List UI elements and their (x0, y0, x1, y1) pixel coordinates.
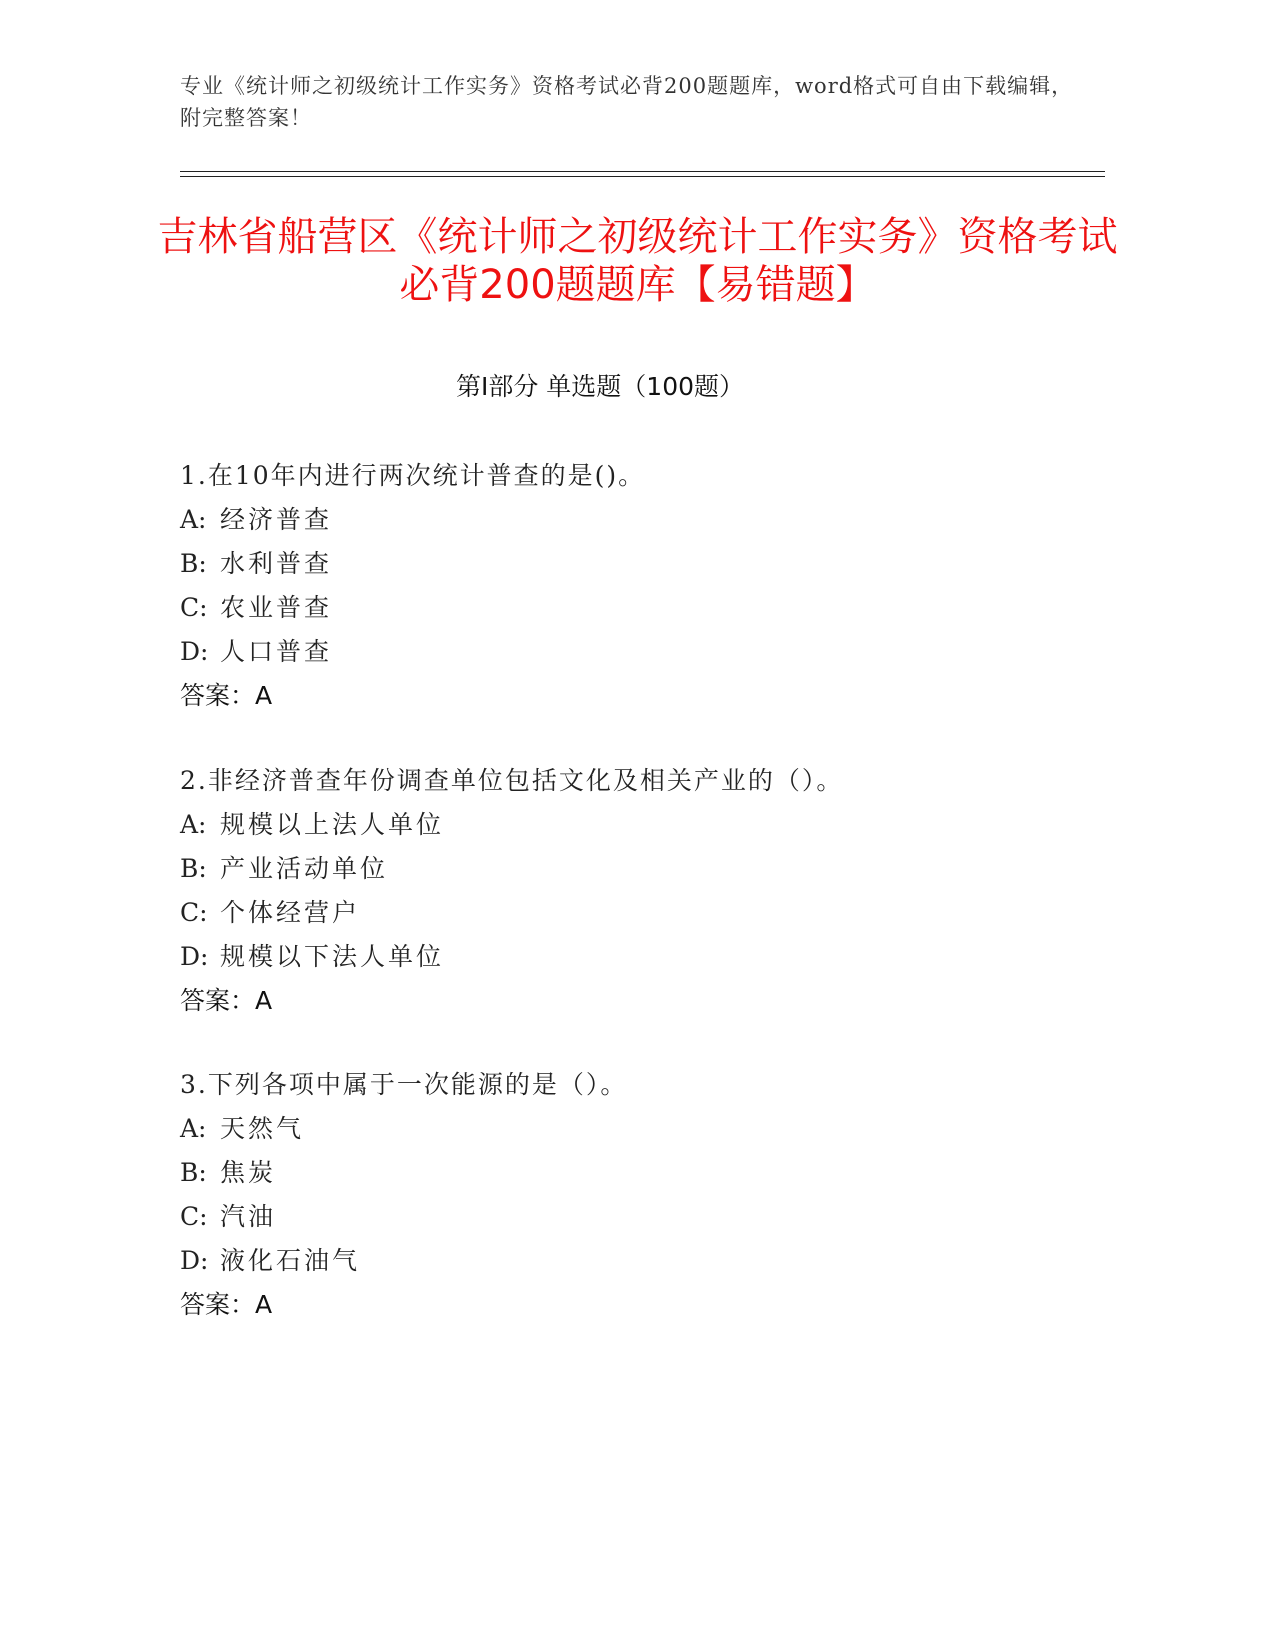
option-d (180, 630, 1120, 674)
option-a (180, 498, 1120, 542)
header-note: 专业《统计师之初级统计工作实务》资格考试必背200题题库，word格式可自由下载编辑，附完整答案！ (180, 74, 1074, 130)
option-text: 个体经营户 (220, 898, 361, 927)
option-text: 规模以上法人单位 (220, 810, 445, 839)
option-c (180, 1195, 1120, 1239)
question-stem: 3.下列各项中属于一次能源的是（）。 (180, 1070, 628, 1099)
option-text: 液化石油气 (220, 1246, 361, 1275)
option-text: 经济普查 (220, 505, 333, 534)
option-key: D: (180, 1246, 209, 1275)
section-heading: 第I部分 单选题（100题） (455, 372, 745, 401)
answer-line: 答案：A (180, 1290, 273, 1319)
option-key: D: (180, 637, 209, 666)
option-key: C: (180, 1202, 208, 1231)
option-key: A: (180, 1114, 207, 1143)
option-key: A: (180, 810, 207, 839)
option-text: 人口普查 (220, 637, 333, 666)
option-c (180, 891, 1120, 935)
option-text: 规模以下法人单位 (220, 942, 445, 971)
option-d (180, 935, 1120, 979)
question-1 (180, 454, 1120, 718)
question-stem: 2.非经济普查年份调查单位包括文化及相关产业的（）。 (180, 766, 844, 795)
question-3 (180, 1063, 1120, 1327)
document-title: 吉林省船营区《统计师之初级统计工作实务》资格考试必背200题题库【易错题】 (157, 214, 1118, 308)
option-key: C: (180, 898, 208, 927)
option-key: B: (180, 1158, 207, 1187)
header-rule-bottom (180, 176, 1105, 177)
option-a (180, 803, 1120, 847)
option-b (180, 1151, 1120, 1195)
option-key: A: (180, 505, 207, 534)
question-2 (180, 759, 1120, 1023)
option-d (180, 1239, 1120, 1283)
option-b (180, 542, 1120, 586)
option-text: 水利普查 (220, 549, 333, 578)
option-c (180, 586, 1120, 630)
option-key: B: (180, 854, 207, 883)
option-a (180, 1107, 1120, 1151)
option-key: D: (180, 942, 209, 971)
option-key: B: (180, 549, 207, 578)
question-stem: 1.在10年内进行两次统计普查的是()。 (180, 461, 646, 490)
option-text: 天然气 (220, 1114, 305, 1143)
option-text: 汽油 (220, 1202, 277, 1231)
answer-line: 答案：A (180, 986, 273, 1015)
answer-line: 答案：A (180, 681, 273, 710)
option-text: 焦炭 (220, 1158, 277, 1187)
header-rule-top (180, 171, 1105, 172)
option-b (180, 847, 1120, 891)
option-key: C: (180, 593, 208, 622)
option-text: 产业活动单位 (220, 854, 389, 883)
option-text: 农业普查 (220, 593, 333, 622)
